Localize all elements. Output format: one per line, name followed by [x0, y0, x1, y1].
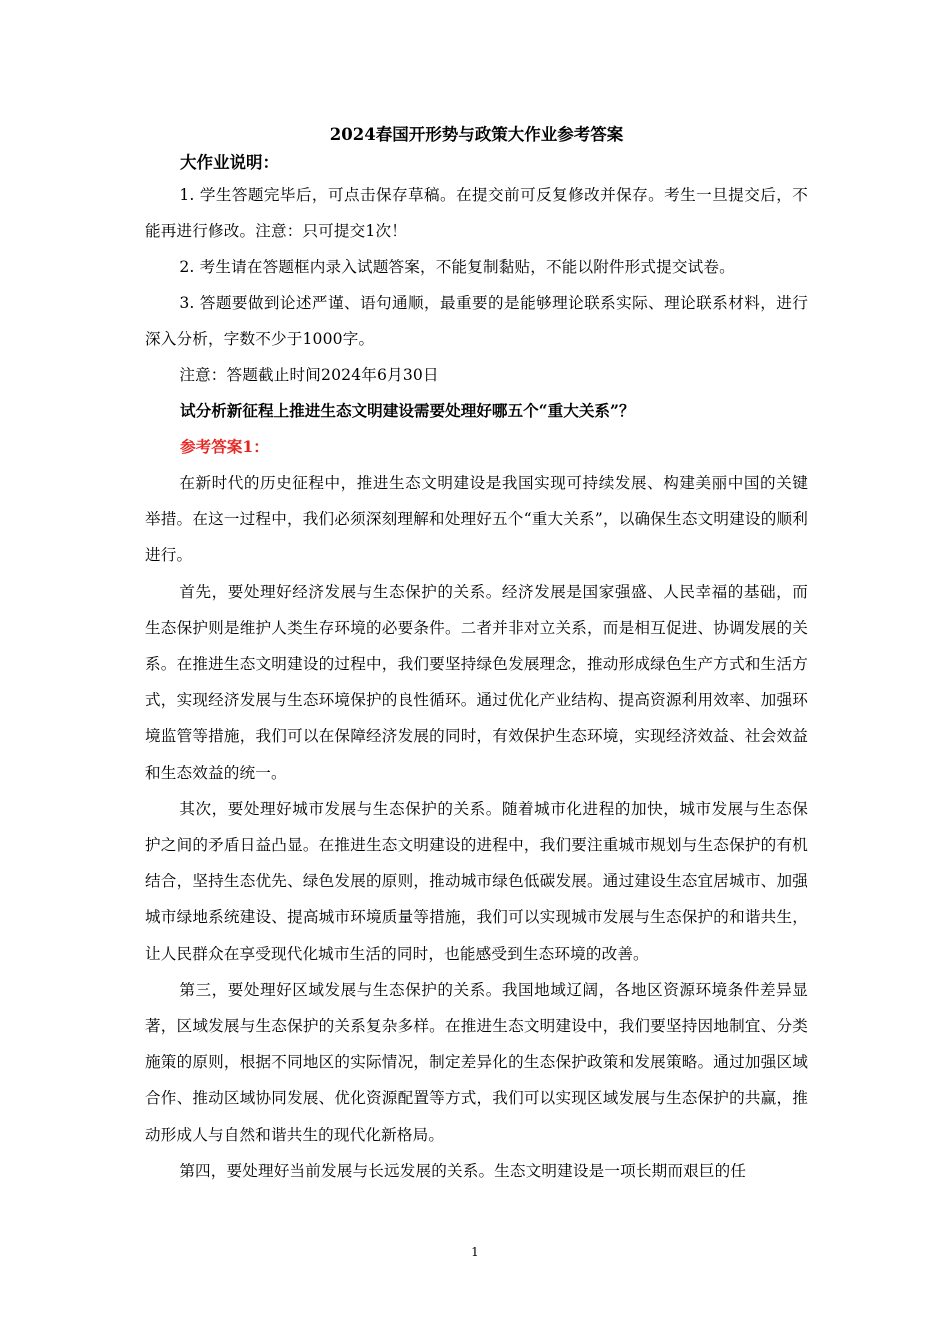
deadline-note: 注意：答题截止时间2024年6月30日: [179, 366, 439, 384]
answer-paragraph: 其次，要处理好城市发展与生态保护的关系。随着城市化进程的加快，城市发展与生态保护之间的矛盾日益凸显。在推进生态文明建设的进程中，我们要注重城市规划与生态保护的有机结合，坚持生态优先、绿色发展的原则，推动城市绿色低碳发展。通过建设生态宜居城市、加强城市绿地系统建设、提高城市环境质量等措施，我们可以实现城市发展与生态保护的和谐共生，让人民群众在享受现代化城市生活的同时，也能感受到生态环境的改善。: [145, 799, 808, 963]
answer-paragraph: 第三，要处理好区域发展与生态保护的关系。我国地域辽阔，各地区资源环境条件差异显著，区域发展与生态保护的关系复杂多样。在推进生态文明建设中，我们要坚持因地制宜、分类施策的原则，根据不同地区的实际情况，制定差异化的生态保护政策和发展策略。通过加强区域合作、推动区域协同发展、优化资源配置等方式，我们可以实现区域发展与生态保护的共赢，推动形成人与自然和谐共生的现代化新格局。: [145, 980, 808, 1144]
page-content: [145, 121, 808, 1189]
answer-label: 参考答案1：: [180, 437, 269, 456]
page-number: 1: [471, 1245, 479, 1259]
instruction-item: 3. 答题要做到论述严谨、语句通顺，最重要的是能够理论联系实际、理论联系材料，进行深入分析，字数不少于1000字。: [145, 294, 808, 348]
document-title: 2024春国开形势与政策大作业参考答案: [329, 125, 624, 144]
instruction-item: 1. 学生答题完毕后，可点击保存草稿。在提交前可反复修改并保存。考生一旦提交后，不能再进行修改。注意：只可提交1次！: [145, 186, 808, 240]
answer-paragraph: 第四，要处理好当前发展与长远发展的关系。生态文明建设是一项长期而艰巨的任: [179, 1161, 747, 1180]
answer-paragraph: 在新时代的历史征程中，推进生态文明建设是我国实现可持续发展、构建美丽中国的关键举措。在这一过程中，我们必须深刻理解和处理好五个“重大关系”，以确保生态文明建设的顺利进行。: [145, 474, 808, 565]
question-heading: 试分析新征程上推进生态文明建设需要处理好哪五个“重大关系”？: [180, 401, 635, 420]
answer-paragraph: 首先，要处理好经济发展与生态保护的关系。经济发展是国家强盛、人民幸福的基础，而生态保护则是维护人类生存环境的必要条件。二者并非对立关系，而是相互促进、协调发展的关系。在推进生态文明建设的过程中，我们要坚持绿色发展理念，推动形成绿色生产方式和生活方式，实现经济发展与生态环境保护的良性循环。通过优化产业结构、提高资源利用效率、加强环境监管等措施，我们可以在保障经济发展的同时，有效保护生态环境，实现经济效益、社会效益和生态效益的统一。: [145, 582, 808, 782]
instructions-heading: 大作业说明：: [180, 153, 279, 172]
instruction-item: 2. 考生请在答题框内录入试题答案，不能复制黏贴，不能以附件形式提交试卷。: [179, 258, 735, 276]
